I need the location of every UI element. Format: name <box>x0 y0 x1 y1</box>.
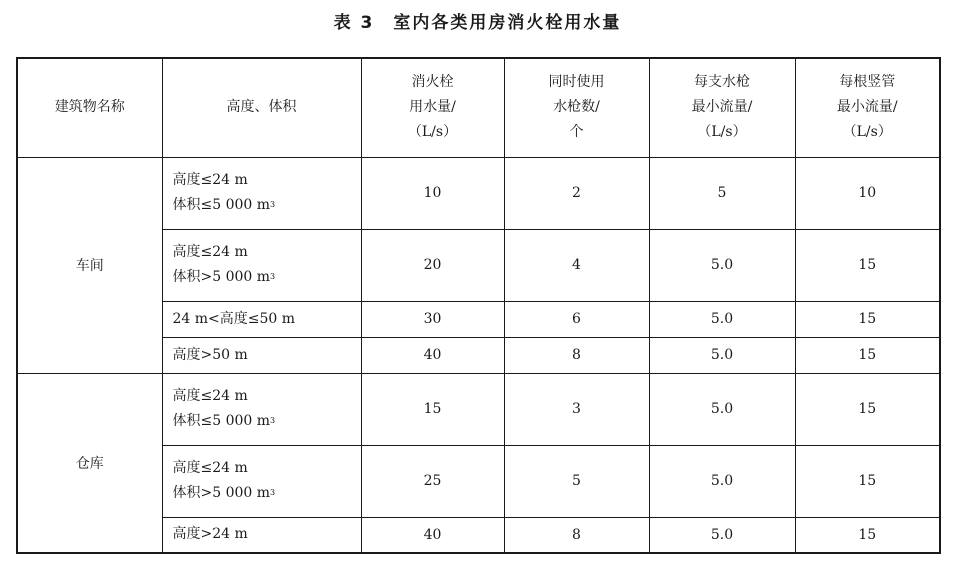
table-title: 表 3 室内各类用房消火栓用水量 <box>333 13 622 33</box>
flow-cell: 25 <box>361 445 504 517</box>
header-building-name: 建筑物名称 <box>17 58 162 157</box>
gun-min-cell: 5.0 <box>649 373 795 445</box>
table-row <box>17 373 940 445</box>
condition-cell: 高度≤24 m 体积>5 000 $m^3$ <box>162 445 361 517</box>
header-pipe-min-flow: 每根竖管 最小流量/ （L/s） <box>795 58 940 157</box>
gun-min-cell: 5.0 <box>649 301 795 337</box>
gun-min-cell: 5.0 <box>649 229 795 301</box>
gun-min-cell: 5.0 <box>649 445 795 517</box>
count-cell: 3 <box>504 373 649 445</box>
pipe-min-cell: 15 <box>795 373 940 445</box>
condition-cell: 高度≤24 m 体积>5 000 $m^3$ <box>162 229 361 301</box>
count-cell: 4 <box>504 229 649 301</box>
pipe-min-cell: 15 <box>795 517 940 553</box>
gun-min-cell: 5.0 <box>649 337 795 373</box>
flow-cell: 20 <box>361 229 504 301</box>
flow-cell: 40 <box>361 337 504 373</box>
pipe-min-cell: 10 <box>795 157 940 229</box>
flow-cell: 40 <box>361 517 504 553</box>
count-cell: 5 <box>504 445 649 517</box>
count-cell: 6 <box>504 301 649 337</box>
gun-min-cell: 5 <box>649 157 795 229</box>
water-volume-table <box>16 57 941 554</box>
count-cell: 2 <box>504 157 649 229</box>
count-cell: 8 <box>504 337 649 373</box>
pipe-min-cell: 15 <box>795 229 940 301</box>
header-height-volume: 高度、体积 <box>162 58 361 157</box>
condition-cell: 高度≤24 m 体积≤5 000 $m^3$ <box>162 373 361 445</box>
pipe-min-cell: 15 <box>795 301 940 337</box>
table-row <box>17 157 940 229</box>
group-name-workshop: 车间 <box>17 157 162 373</box>
header-gun-min-flow: 每支水枪 最小流量/ （L/s） <box>649 58 795 157</box>
pipe-min-cell: 15 <box>795 445 940 517</box>
count-cell: 8 <box>504 517 649 553</box>
condition-cell: 高度>24 m <box>162 517 361 553</box>
pipe-min-cell: 15 <box>795 337 940 373</box>
condition-cell: 高度>50 m <box>162 337 361 373</box>
gun-min-cell: 5.0 <box>649 517 795 553</box>
header-gun-count: 同时使用 水枪数/ 个 <box>504 58 649 157</box>
group-name-warehouse: 仓库 <box>17 373 162 553</box>
flow-cell: 15 <box>361 373 504 445</box>
condition-cell: 24 m<高度≤50 m <box>162 301 361 337</box>
flow-cell: 10 <box>361 157 504 229</box>
condition-cell: 高度≤24 m 体积≤5 000 $m^3$ <box>162 157 361 229</box>
header-hydrant-flow: 消火栓 用水量/ （L/s） <box>361 58 504 157</box>
header-row <box>17 58 940 157</box>
flow-cell: 30 <box>361 301 504 337</box>
